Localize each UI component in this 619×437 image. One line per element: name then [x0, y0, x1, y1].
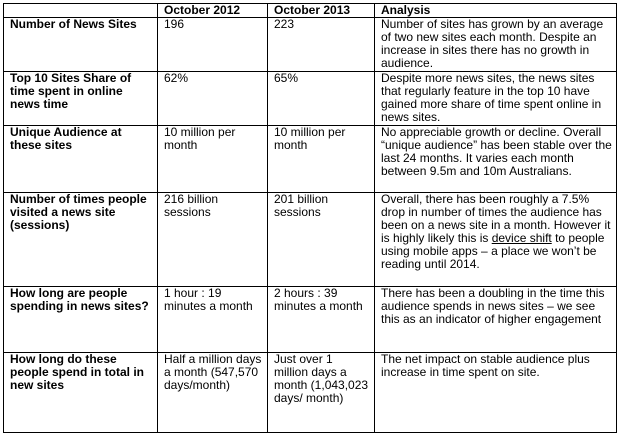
comparison-table: [3, 3, 617, 433]
cell-october-2013: 223: [268, 18, 375, 72]
analysis-text-after: to people using mobile apps – a place we won’t be reading until 2014.: [381, 231, 605, 271]
cell-october-2013: Just over 1 million days a month (1,043,023 days/ month): [268, 353, 375, 433]
header-october-2013: October 2013: [268, 4, 375, 18]
header-october-2012: October 2012: [158, 4, 268, 18]
table-row: [4, 287, 617, 353]
cell-analysis: No appreciable growth or decline. Overall “unique audience” has been stable over the last 24 months. It varies each month between 9.5m and 10m Australians.: [375, 126, 617, 193]
cell-october-2013: 2 hours : 39 minutes a month: [268, 287, 375, 353]
cell-analysis: There has been a doubling in the time this audience spends in news sites – we see this as an indicator of higher engagement: [375, 287, 617, 353]
row-label: Number of times people visited a news site (sessions): [4, 193, 158, 287]
cell-october-2012: 216 billion sessions: [158, 193, 268, 287]
cell-october-2012: Half a million days a month (547,570 days/month): [158, 353, 268, 433]
cell-october-2013: 65%: [268, 72, 375, 126]
cell-october-2012: 10 million per month: [158, 126, 268, 193]
analysis-text-before: Overall, there has been roughly a 7.5% drop in number of times the audience has been on a news site in a month. However it is highly likely this is: [381, 192, 611, 245]
cell-analysis: [375, 193, 617, 287]
row-label: How long are people spending in news sites?: [4, 287, 158, 353]
row-label: Number of News Sites: [4, 18, 158, 72]
row-label: How long do these people spend in total in new sites: [4, 353, 158, 433]
header-analysis: Analysis: [375, 4, 617, 18]
cell-october-2013: 10 million per month: [268, 126, 375, 193]
cell-analysis: Number of sites has grown by an average of two new sites each month. Despite an increase in sites there has no growth in audience.: [375, 18, 617, 72]
cell-october-2012: 1 hour : 19 minutes a month: [158, 287, 268, 353]
cell-analysis: Despite more news sites, the news sites that regularly feature in the top 10 have gained more share of time spent online in news sites.: [375, 72, 617, 126]
cell-october-2012: 62%: [158, 72, 268, 126]
table-header-row: [4, 4, 617, 18]
device-shift-link[interactable]: device shift: [491, 231, 552, 245]
row-label: Unique Audience at these sites: [4, 126, 158, 193]
cell-october-2013: 201 billion sessions: [268, 193, 375, 287]
row-label: Top 10 Sites Share of time spent in online news time: [4, 72, 158, 126]
table-row: [4, 18, 617, 72]
table-row: [4, 193, 617, 287]
cell-october-2012: 196: [158, 18, 268, 72]
table-row: [4, 353, 617, 433]
header-metric: [4, 4, 158, 18]
table-row: [4, 72, 617, 126]
table-row: [4, 126, 617, 193]
cell-analysis: The net impact on stable audience plus increase in time spent on site.: [375, 353, 617, 433]
